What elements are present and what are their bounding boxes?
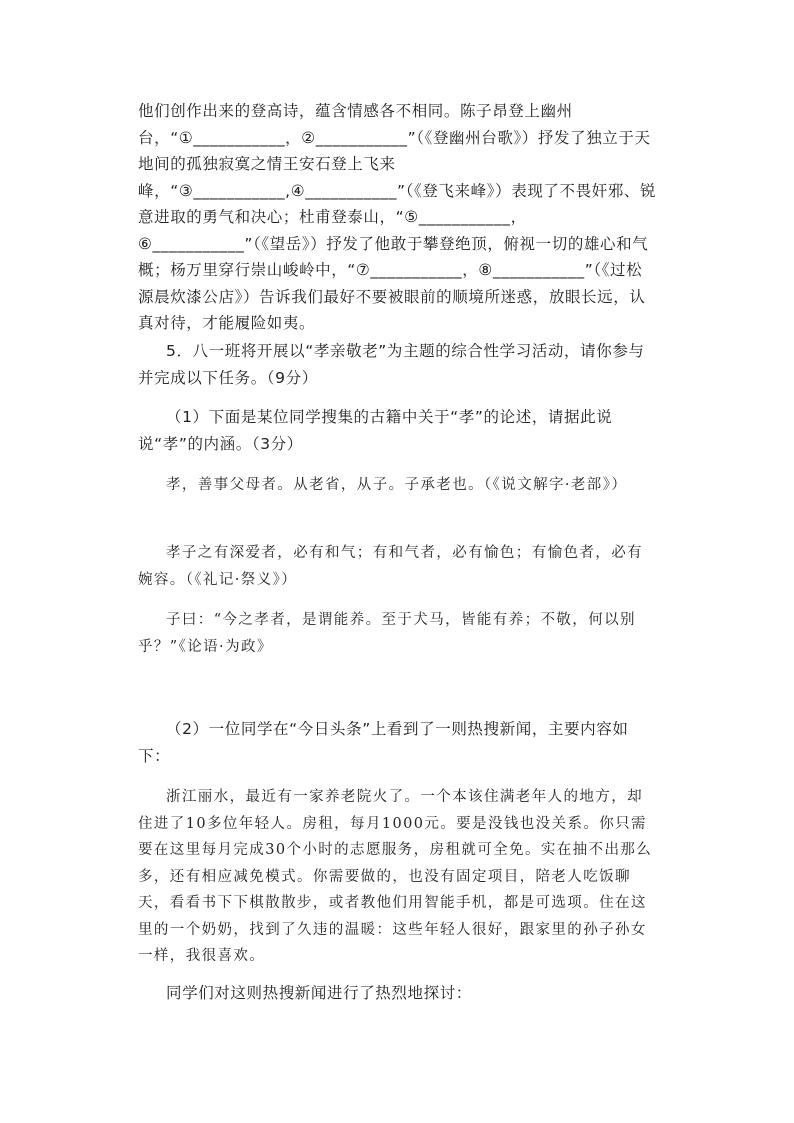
question-5-2: （2）一位同学在“今日头条”上看到了一则热搜新闻，主要内容如下： [138,720,629,765]
quote-liji: 孝子之有深爱者，必有和气；有和气者，必有愉色；有愉色者，必有婉容。（《礼记·祭义》） [138,545,643,588]
quote-lunyu: 子曰：“今之孝者，是谓能养。至于犬马，皆能有养；不敬，何以别乎？”《论语·为政》 [138,612,636,655]
question-5: 5．八一班将开展以“孝亲敬老”为主题的综合性学习活动，请你参与并完成以下任务。（9分） [138,342,645,387]
quote-shuowen: 孝，善事父母者。从老省，从子。子承老也。（《说文解字·老部》） [166,477,628,493]
question-5-1: （1）下面是某位同学搜集的古籍中关于“孝”的论述，请据此说说“孝”的内涵。（3分） [138,408,613,453]
news-paragraph: 浙江丽水，最近有一家养老院火了。一个本该住满老年人的地方，却住进了10多位年轻人。房租，每月1000元。要是没钱也没关系。你只需要在这里每月完成30个小时的志愿服务，房租就可全免。实在抽不出那么多，还有相应减免模式。你需要做的，也没有固定项目，陪老人吃饭聊天，看看书下下棋散散步，或者教他们用智能手机，都是可选项。住在这里的一个奶奶，找到了久违的温暖：这些年轻人很好，跟家里的孙子孙女一样，我很喜欢。 [138,789,653,964]
closing-sentence: 同学们对这则热搜新闻进行了热烈地探讨： [166,984,472,1002]
poems-paragraph: 他们创作出来的登高诗，蕴含情感各不相同。陈子昂登上幽州台，“①___________，②___________”（《登幽州台歌》）抒发了独立于天地间的孤独寂寞之情王安石登上飞来峰，“③___________,④___________”（《登飞来峰》）表现了不畏奸邪、锐意进取的勇气和决心；杜甫登泰山，“⑤___________，⑥___________”（《望岳》）抒发了他敢于攀登绝顶，俯视一切的雄心和气概；杨万里穿行崇山峻岭中，“⑦___________，⑧___________”（《过松源晨炊漆公店》）告诉我们最好不要被眼前的顺境所迷惑，放眼长远，认真对待，才能履险如夷。 [138,102,657,332]
